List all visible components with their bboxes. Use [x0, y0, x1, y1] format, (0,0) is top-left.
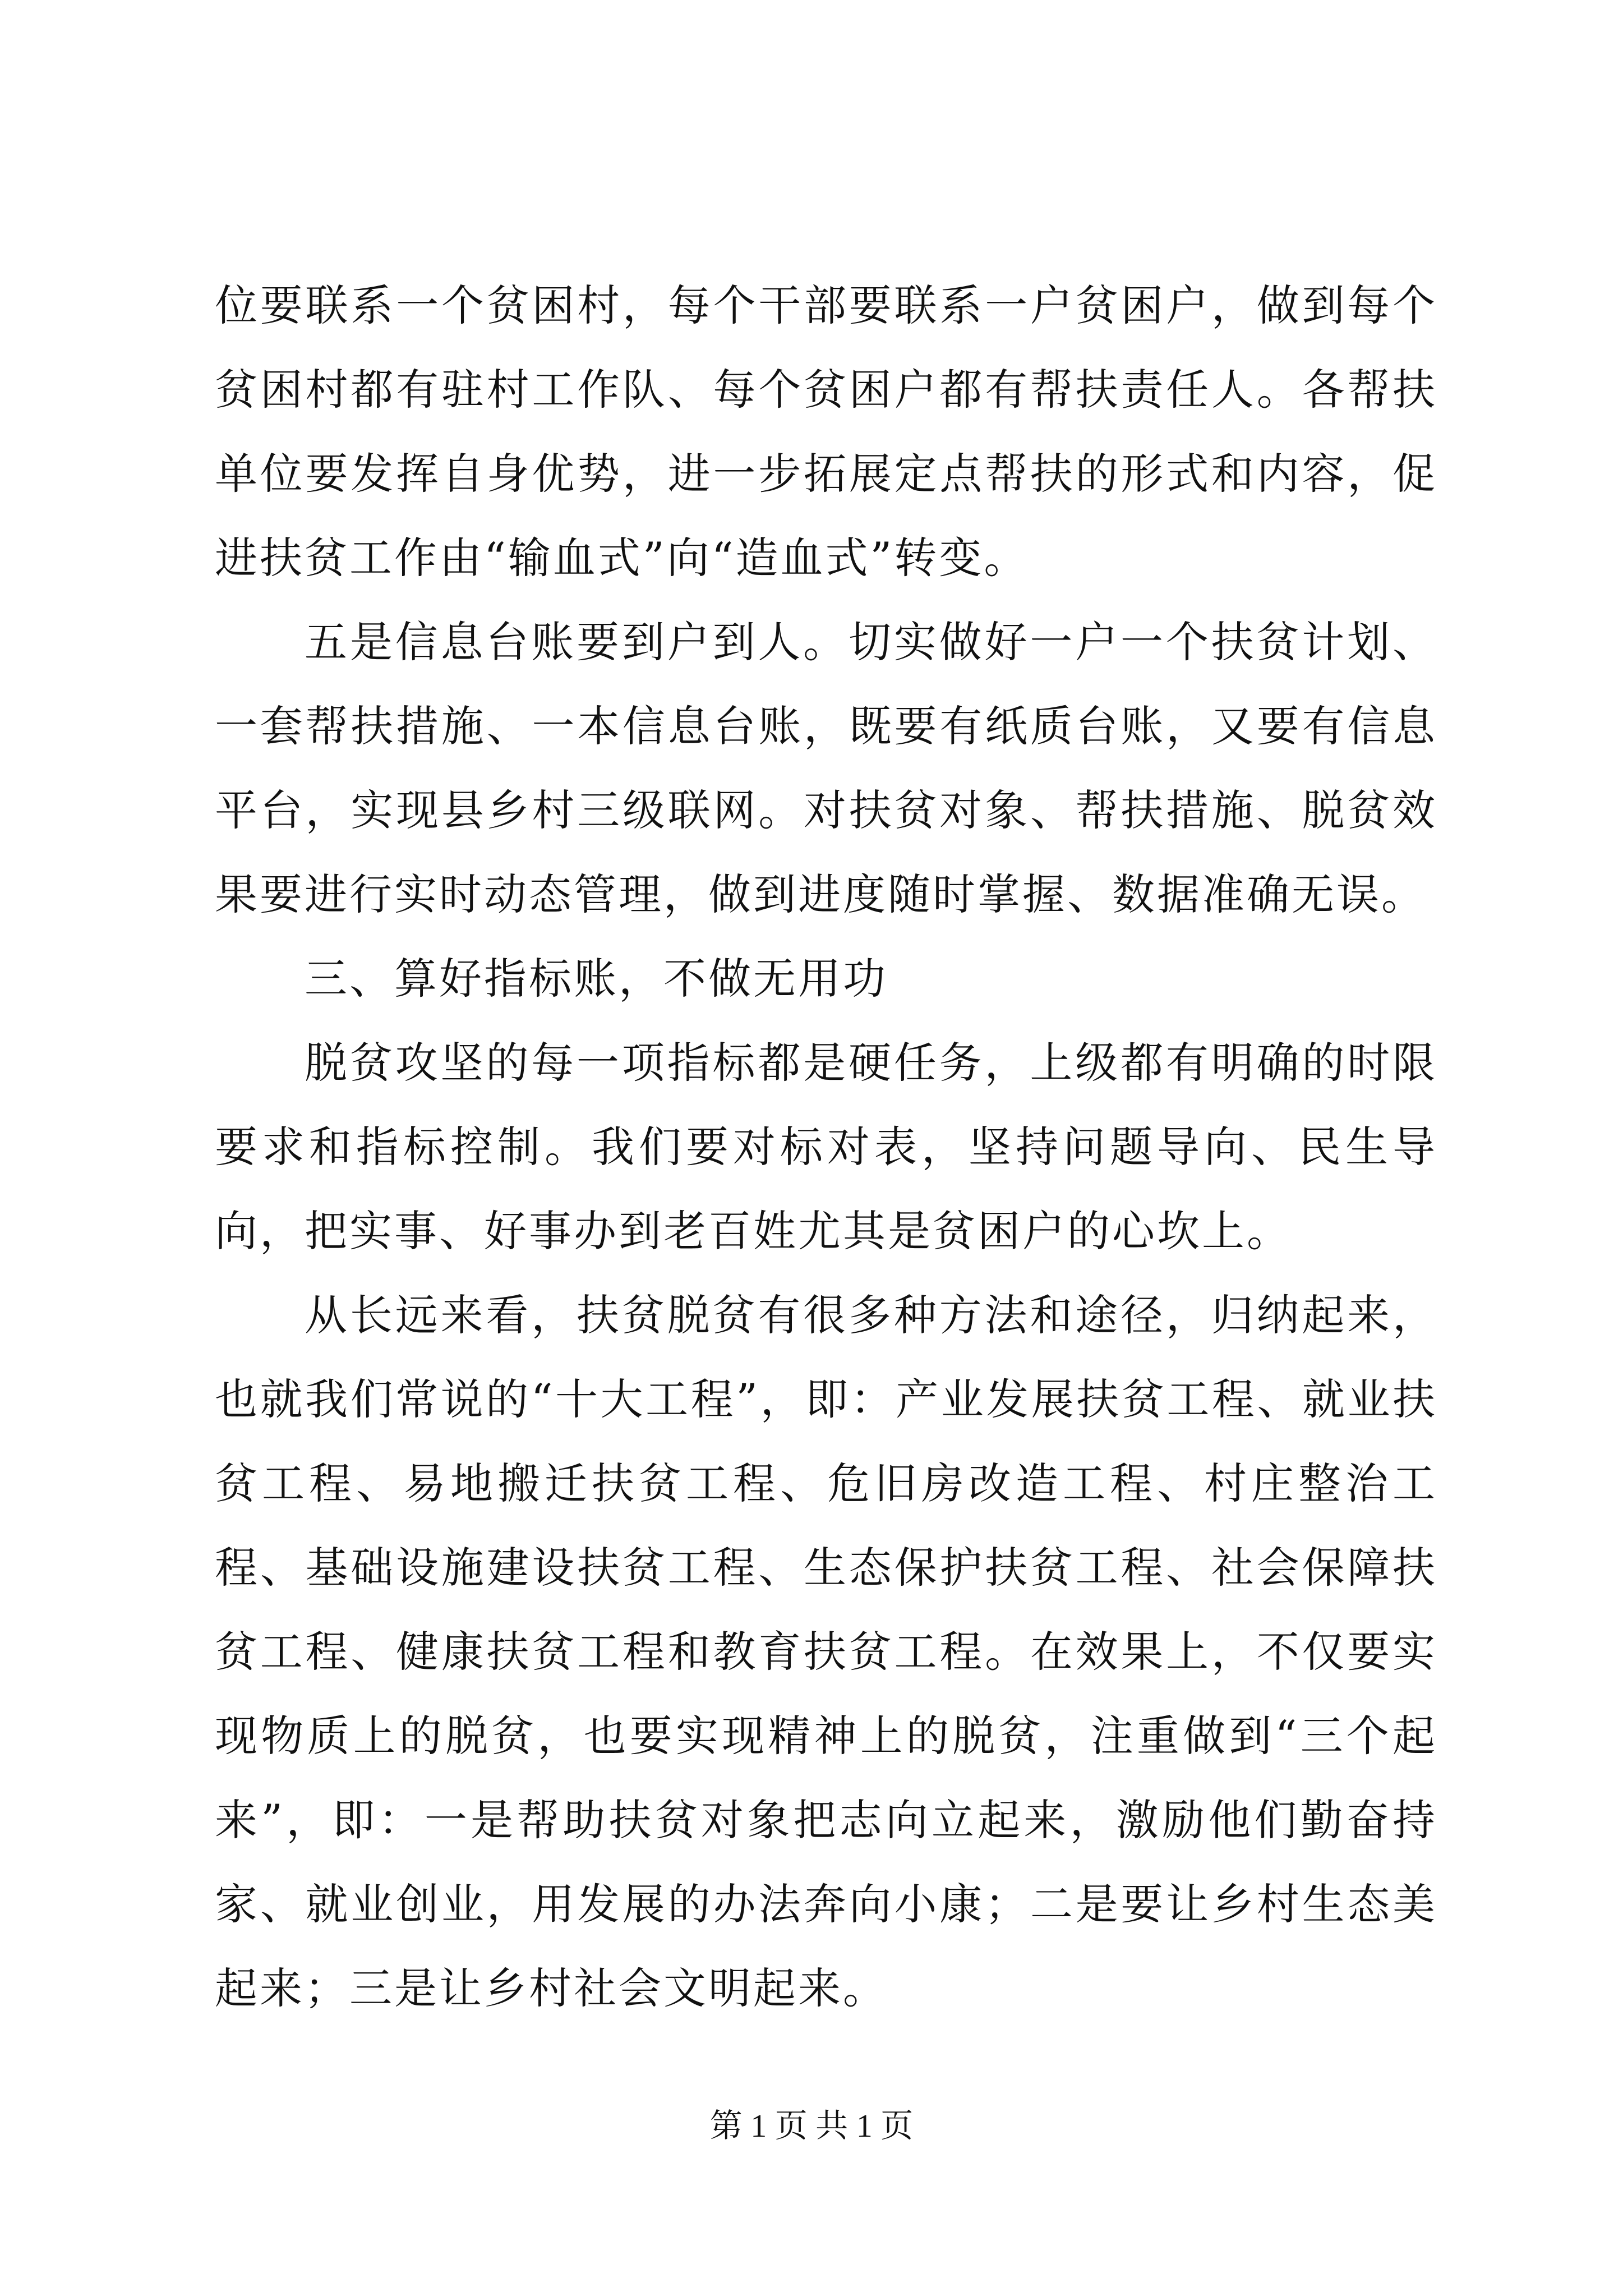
- page-footer: 第 1 页 共 1 页: [709, 2108, 914, 2144]
- document-body: [215, 264, 1437, 2031]
- paragraph-4: 脱贫攻坚的每一项指标都是硬任务，上级都有明确的时限要求和指标控制。我们要对标对表，坚持问题导向、民生导向，把实事、好事办到老百姓尤其是贫困户的心坎上。: [215, 1038, 1437, 1256]
- paragraph-5: 从长远来看，扶贫脱贫有很多种方法和途径，归纳起来，也就我们常说的“十大工程”，即：产业发展扶贫工程、就业扶贫工程、易地搬迁扶贫工程、危旧房改造工程、村庄整治工程、基础设施建设扶贫工程、生态保护扶贫工程、社会保障扶贫工程、健康扶贫工程和教育扶贫工程。在效果上，不仅要实现物质上的脱贫，也要实现精神上的脱贫，注重做到“三个起来”，即：一是帮助扶贫对象把志向立起来，激励他们勤奋持家、就业创业，用发展的办法奔向小康；二是要让乡村生态美起来；三是让乡村社会文明起来。: [215, 1290, 1437, 2013]
- paragraph-1: 位要联系一个贫困村，每个干部要联系一户贫困户，做到每个贫困村都有驻村工作队、每个贫困户都有帮扶责任人。各帮扶单位要发挥自身优势，进一步拓展定点帮扶的形式和内容，促进扶贫工作由“输血式”向“造血式”转变。: [215, 280, 1437, 583]
- section-heading-3: 三、算好指标账，不做无用功: [305, 954, 888, 1004]
- paragraph-2: 五是信息台账要到户到人。切实做好一户一个扶贫计划、一套帮扶措施、一本信息台账，既要有纸质台账，又要有信息平台，实现县乡村三级联网。对扶贫对象、帮扶措施、脱贫效果要进行实时动态管理，做到进度随时掌握、数据准确无误。: [215, 617, 1437, 919]
